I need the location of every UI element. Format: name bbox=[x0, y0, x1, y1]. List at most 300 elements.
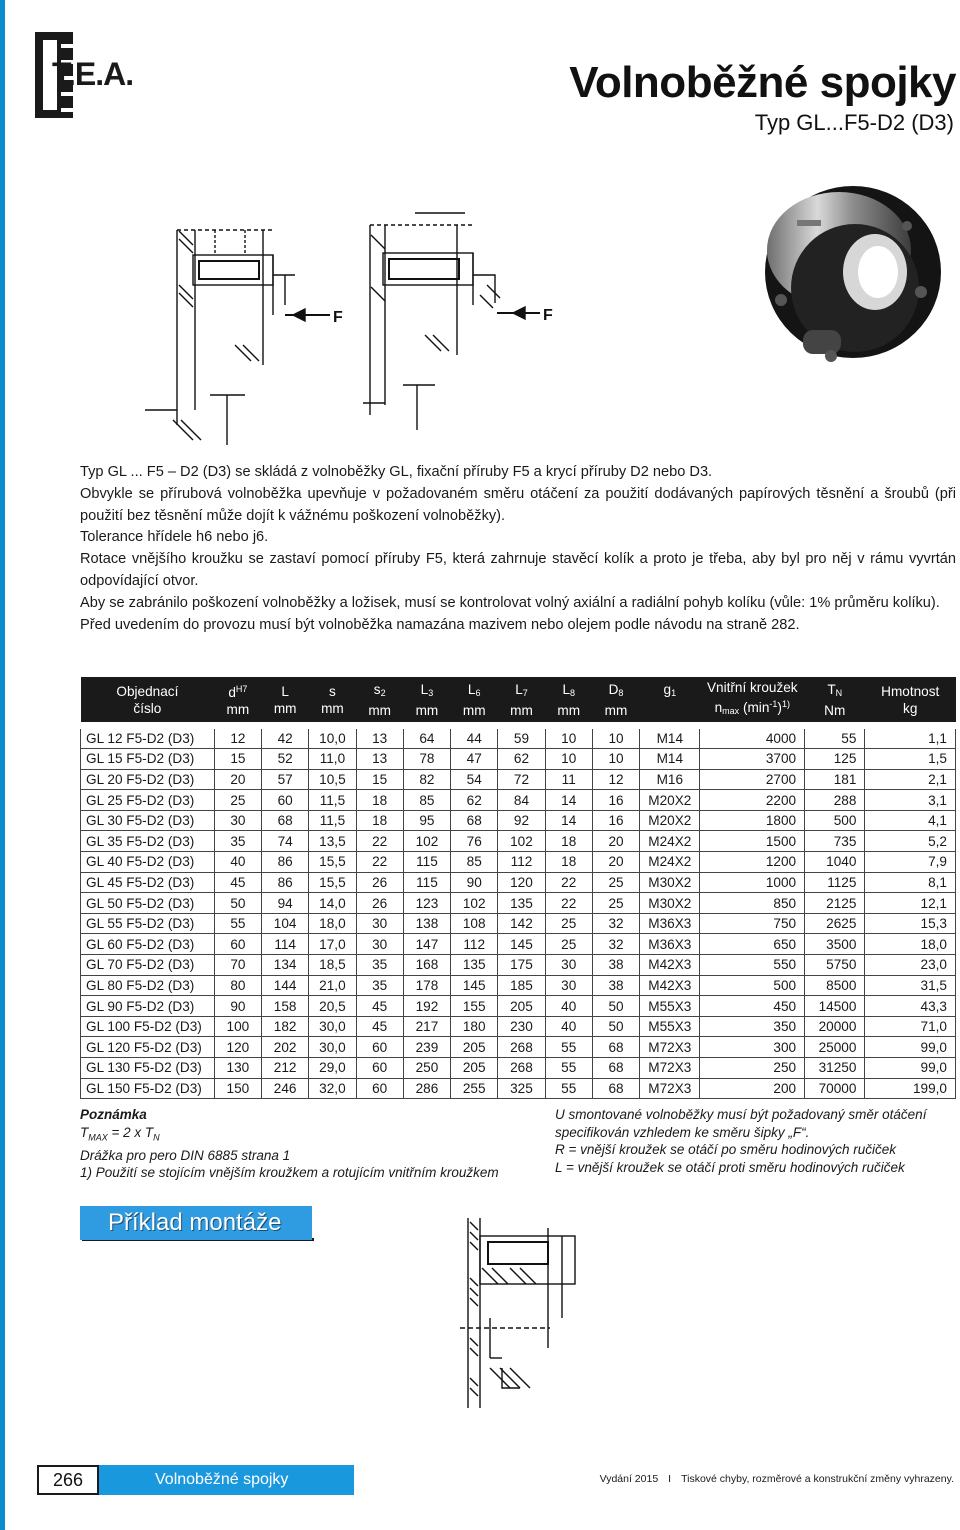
table-cell: 10 bbox=[592, 749, 639, 770]
table-cell: 13 bbox=[356, 749, 403, 770]
example-section-header: Příklad montáže bbox=[80, 1206, 312, 1240]
table-cell: 85 bbox=[451, 852, 498, 873]
table-cell: GL 50 F5-D2 (D3) bbox=[81, 893, 215, 914]
accent-side-bar bbox=[0, 0, 5, 1530]
table-cell: GL 30 F5-D2 (D3) bbox=[81, 810, 215, 831]
table-cell: 30 bbox=[545, 955, 592, 976]
table-cell: 20,5 bbox=[309, 996, 356, 1017]
table-cell: 99,0 bbox=[865, 1058, 956, 1079]
mounting-example-drawing bbox=[430, 1218, 580, 1413]
table-cell: 35 bbox=[214, 831, 261, 852]
table-cell: GL 130 F5-D2 (D3) bbox=[81, 1058, 215, 1079]
table-cell: 12 bbox=[214, 728, 261, 749]
table-cell: 7,9 bbox=[865, 852, 956, 873]
table-cell: 550 bbox=[700, 955, 805, 976]
table-cell: M30X2 bbox=[640, 893, 700, 914]
table-cell: 22 bbox=[356, 831, 403, 852]
table-cell: 68 bbox=[592, 1058, 639, 1079]
table-cell: 14 bbox=[545, 790, 592, 811]
table-cell: 22 bbox=[545, 893, 592, 914]
force-label-right: F bbox=[543, 307, 553, 324]
table-cell: 1,1 bbox=[865, 728, 956, 749]
header-d: $d^{H7}$ mm bbox=[214, 677, 261, 722]
description-paragraph: Aby se zabránilo poškození volnoběžky a ložisek, musí se kontrolovat volný axiální a radiální pohyb kolíku (vůle: 1% průměru kolíku). bbox=[80, 594, 940, 611]
table-cell: GL 60 F5-D2 (D3) bbox=[81, 934, 215, 955]
force-label-left: F bbox=[333, 309, 343, 326]
table-cell: M20X2 bbox=[640, 790, 700, 811]
table-cell: GL 25 F5-D2 (D3) bbox=[81, 790, 215, 811]
table-cell: 115 bbox=[403, 852, 450, 873]
page-subtitle: Typ GL...F5-D2 (D3) bbox=[754, 110, 954, 135]
description-paragraph: Tolerance hřídele h6 nebo j6. bbox=[80, 529, 269, 546]
table-cell: GL 150 F5-D2 (D3) bbox=[81, 1078, 215, 1099]
table-cell: 850 bbox=[700, 893, 805, 914]
table-cell: 205 bbox=[498, 996, 545, 1017]
table-cell: M42X3 bbox=[640, 955, 700, 976]
table-cell: M42X3 bbox=[640, 975, 700, 996]
notes-left bbox=[80, 1106, 550, 1182]
table-cell: 13 bbox=[356, 728, 403, 749]
table-cell: 3,1 bbox=[865, 790, 956, 811]
table-cell: 4,1 bbox=[865, 810, 956, 831]
table-cell: GL 55 F5-D2 (D3) bbox=[81, 913, 215, 934]
table-cell: 20 bbox=[592, 852, 639, 873]
table-cell: 239 bbox=[403, 1037, 450, 1058]
table-cell: 11 bbox=[545, 769, 592, 790]
table-cell: 3700 bbox=[700, 749, 805, 770]
table-cell: 18 bbox=[545, 852, 592, 873]
table-row bbox=[81, 831, 956, 852]
table-cell: 31,5 bbox=[865, 975, 956, 996]
table-cell: 3500 bbox=[805, 934, 865, 955]
note-keyway: Drážka pro pero DIN 6885 strana 1 bbox=[80, 1147, 291, 1163]
table-cell: M55X3 bbox=[640, 996, 700, 1017]
table-cell: 13,5 bbox=[309, 831, 356, 852]
table-row bbox=[81, 728, 956, 749]
table-cell: 30 bbox=[214, 810, 261, 831]
table-cell: 5750 bbox=[805, 955, 865, 976]
table-cell: GL 45 F5-D2 (D3) bbox=[81, 872, 215, 893]
table-cell: 500 bbox=[805, 810, 865, 831]
table-cell: 4000 bbox=[700, 728, 805, 749]
table-cell: 104 bbox=[262, 913, 309, 934]
table-cell: 70 bbox=[214, 955, 261, 976]
table-cell: 145 bbox=[498, 934, 545, 955]
table-cell: 45 bbox=[214, 872, 261, 893]
table-cell: 82 bbox=[403, 769, 450, 790]
table-cell: 68 bbox=[592, 1037, 639, 1058]
table-cell: 45 bbox=[356, 1016, 403, 1037]
table-cell: 76 bbox=[451, 831, 498, 852]
table-cell: 199,0 bbox=[865, 1078, 956, 1099]
table-row bbox=[81, 996, 956, 1017]
table-cell: 64 bbox=[403, 728, 450, 749]
table-cell: 205 bbox=[451, 1058, 498, 1079]
table-cell: 42 bbox=[262, 728, 309, 749]
table-cell: 168 bbox=[403, 955, 450, 976]
table-cell: 202 bbox=[262, 1037, 309, 1058]
table-cell: M20X2 bbox=[640, 810, 700, 831]
table-cell: 112 bbox=[451, 934, 498, 955]
table-cell: GL 70 F5-D2 (D3) bbox=[81, 955, 215, 976]
table-cell: 15 bbox=[356, 769, 403, 790]
table-cell: GL 20 F5-D2 (D3) bbox=[81, 769, 215, 790]
table-cell: 735 bbox=[805, 831, 865, 852]
table-cell: 60 bbox=[214, 934, 261, 955]
product-photo bbox=[735, 180, 945, 380]
table-cell: 30,0 bbox=[309, 1016, 356, 1037]
table-cell: 255 bbox=[451, 1078, 498, 1099]
table-row bbox=[81, 913, 956, 934]
table-cell: 10 bbox=[545, 728, 592, 749]
table-cell: 2700 bbox=[700, 769, 805, 790]
table-cell: 21,0 bbox=[309, 975, 356, 996]
table-cell: 55 bbox=[545, 1058, 592, 1079]
table-cell: M16 bbox=[640, 769, 700, 790]
header-D8: $D_8$ mm bbox=[592, 677, 639, 722]
notes-title: Poznámka bbox=[80, 1107, 147, 1122]
table-cell: 192 bbox=[403, 996, 450, 1017]
table-cell: 115 bbox=[403, 872, 450, 893]
footer-edition: Vydání 2015 bbox=[599, 1473, 659, 1485]
table-cell: 20000 bbox=[805, 1016, 865, 1037]
table-cell: 114 bbox=[262, 934, 309, 955]
table-row bbox=[81, 1078, 956, 1099]
table-cell: 25000 bbox=[805, 1037, 865, 1058]
table-cell: 150 bbox=[214, 1078, 261, 1099]
table-cell: 92 bbox=[498, 810, 545, 831]
table-cell: 43,3 bbox=[865, 996, 956, 1017]
table-cell: 230 bbox=[498, 1016, 545, 1037]
table-cell: 286 bbox=[403, 1078, 450, 1099]
description-paragraph: Před uvedením do provozu musí být volnoběžka namazána mazivem nebo olejem podle návodu na straně 282. bbox=[80, 616, 800, 633]
header-L7: $L_7$ mm bbox=[498, 677, 545, 722]
table-cell: 78 bbox=[403, 749, 450, 770]
table-cell: 85 bbox=[403, 790, 450, 811]
table-cell: 11,5 bbox=[309, 790, 356, 811]
table-cell: 180 bbox=[451, 1016, 498, 1037]
table-cell: 35 bbox=[356, 975, 403, 996]
table-cell: M30X2 bbox=[640, 872, 700, 893]
table-cell: 246 bbox=[262, 1078, 309, 1099]
table-cell: 288 bbox=[805, 790, 865, 811]
table-cell: GL 80 F5-D2 (D3) bbox=[81, 975, 215, 996]
table-cell: 30 bbox=[356, 934, 403, 955]
table-cell: 90 bbox=[451, 872, 498, 893]
table-cell: 38 bbox=[592, 955, 639, 976]
table-cell: 30 bbox=[545, 975, 592, 996]
table-cell: 112 bbox=[498, 852, 545, 873]
table-cell: 18,5 bbox=[309, 955, 356, 976]
table-cell: 142 bbox=[498, 913, 545, 934]
table-cell: GL 40 F5-D2 (D3) bbox=[81, 852, 215, 873]
table-cell: 10,5 bbox=[309, 769, 356, 790]
table-cell: 217 bbox=[403, 1016, 450, 1037]
header-L8: $L_8$ mm bbox=[545, 677, 592, 722]
table-cell: M14 bbox=[640, 728, 700, 749]
note-tmax: $T_{MAX} = 2$ x $T_N$ bbox=[80, 1124, 160, 1143]
table-row bbox=[81, 934, 956, 955]
note-L: L = vnější kroužek se otáčí proti směru hodinových ručiček bbox=[555, 1159, 905, 1175]
header-L3: $L_3$ mm bbox=[403, 677, 450, 722]
table-cell: 120 bbox=[214, 1037, 261, 1058]
table-cell: 25 bbox=[214, 790, 261, 811]
table-cell: 130 bbox=[214, 1058, 261, 1079]
table-cell: 52 bbox=[262, 749, 309, 770]
table-cell: 325 bbox=[498, 1078, 545, 1099]
header-L: L mm bbox=[262, 677, 309, 722]
table-cell: 134 bbox=[262, 955, 309, 976]
table-cell: GL 35 F5-D2 (D3) bbox=[81, 831, 215, 852]
table-cell: 102 bbox=[403, 831, 450, 852]
table-cell: 10 bbox=[592, 728, 639, 749]
table-cell: 1200 bbox=[700, 852, 805, 873]
table-cell: 25 bbox=[545, 913, 592, 934]
table-cell: 29,0 bbox=[309, 1058, 356, 1079]
table-cell: M72X3 bbox=[640, 1078, 700, 1099]
table-cell: 1000 bbox=[700, 872, 805, 893]
table-cell: 158 bbox=[262, 996, 309, 1017]
table-cell: 175 bbox=[498, 955, 545, 976]
table-cell: 350 bbox=[700, 1016, 805, 1037]
table-cell: 145 bbox=[451, 975, 498, 996]
table-cell: 18 bbox=[356, 790, 403, 811]
table-cell: 50 bbox=[214, 893, 261, 914]
table-cell: M14 bbox=[640, 749, 700, 770]
table-cell: GL 12 F5-D2 (D3) bbox=[81, 728, 215, 749]
table-cell: 35 bbox=[356, 955, 403, 976]
table-cell: 2200 bbox=[700, 790, 805, 811]
table-cell: 11,5 bbox=[309, 810, 356, 831]
table-cell: 450 bbox=[700, 996, 805, 1017]
table-cell: 50 bbox=[592, 996, 639, 1017]
header-g1: $g_1$ bbox=[640, 677, 700, 722]
table-cell: 138 bbox=[403, 913, 450, 934]
table-cell: 135 bbox=[498, 893, 545, 914]
table-cell: 72 bbox=[498, 769, 545, 790]
table-cell: 30,0 bbox=[309, 1037, 356, 1058]
table-cell: 1,5 bbox=[865, 749, 956, 770]
table-cell: 80 bbox=[214, 975, 261, 996]
table-cell: 12 bbox=[592, 769, 639, 790]
table-cell: 54 bbox=[451, 769, 498, 790]
table-cell: 55 bbox=[805, 728, 865, 749]
table-cell: 125 bbox=[805, 749, 865, 770]
table-cell: 74 bbox=[262, 831, 309, 852]
table-cell: 650 bbox=[700, 934, 805, 955]
description-paragraph: Obvykle se přírubová volnoběžka upevňuje v požadovaném směru otáčení za použití dodávaných papírových těsnění a šroubů (při použití bez těsnění může dojít k vážnému poškození volnoběžky). bbox=[80, 485, 956, 524]
table-cell: 94 bbox=[262, 893, 309, 914]
table-cell: 182 bbox=[262, 1016, 309, 1037]
logo-text: T.E.A. bbox=[52, 56, 134, 92]
table-cell: 18 bbox=[356, 810, 403, 831]
table-cell: 47 bbox=[451, 749, 498, 770]
table-row bbox=[81, 769, 956, 790]
table-cell: 135 bbox=[451, 955, 498, 976]
table-cell: 55 bbox=[545, 1078, 592, 1099]
table-cell: 55 bbox=[214, 913, 261, 934]
table-row bbox=[81, 872, 956, 893]
table-cell: 15,5 bbox=[309, 872, 356, 893]
table-row bbox=[81, 1058, 956, 1079]
table-cell: 22 bbox=[356, 852, 403, 873]
table-cell: M36X3 bbox=[640, 913, 700, 934]
table-row bbox=[81, 790, 956, 811]
header-s2: $s_2$ mm bbox=[356, 677, 403, 722]
technical-drawings bbox=[135, 195, 575, 460]
table-cell: 102 bbox=[451, 893, 498, 914]
table-cell: 15 bbox=[214, 749, 261, 770]
table-cell: 12,1 bbox=[865, 893, 956, 914]
table-cell: 16 bbox=[592, 810, 639, 831]
table-cell: 18,0 bbox=[309, 913, 356, 934]
table-cell: 32 bbox=[592, 913, 639, 934]
header-TN: $T_N$ Nm bbox=[805, 677, 865, 722]
table-cell: 8,1 bbox=[865, 872, 956, 893]
table-cell: 10,0 bbox=[309, 728, 356, 749]
description-paragraph: Rotace vnějšího kroužku se zastaví pomocí příruby F5, která zahrnuje stavěcí kolík a proto je třeba, aby byl pro něj v rámu vyvrtán odpovídající otvor. bbox=[80, 551, 956, 589]
notes-right bbox=[555, 1106, 955, 1176]
table-cell: 178 bbox=[403, 975, 450, 996]
table-cell: GL 100 F5-D2 (D3) bbox=[81, 1016, 215, 1037]
table-cell: 45 bbox=[356, 996, 403, 1017]
table-cell: 155 bbox=[451, 996, 498, 1017]
table-cell: 57 bbox=[262, 769, 309, 790]
table-cell: 268 bbox=[498, 1037, 545, 1058]
table-cell: 50 bbox=[592, 1016, 639, 1037]
table-cell: 40 bbox=[545, 996, 592, 1017]
table-cell: 2625 bbox=[805, 913, 865, 934]
table-cell: 100 bbox=[214, 1016, 261, 1037]
table-cell: 123 bbox=[403, 893, 450, 914]
table-cell: 1125 bbox=[805, 872, 865, 893]
table-cell: 14,0 bbox=[309, 893, 356, 914]
table-cell: 14 bbox=[545, 810, 592, 831]
table-cell: 250 bbox=[700, 1058, 805, 1079]
table-cell: 25 bbox=[545, 934, 592, 955]
table-cell: GL 15 F5-D2 (D3) bbox=[81, 749, 215, 770]
table-cell: 68 bbox=[592, 1078, 639, 1099]
note-footnote: 1) Použití se stojícím vnějším kroužkem a rotujícím vnitřním kroužkem bbox=[80, 1165, 499, 1181]
table-cell: 20 bbox=[592, 831, 639, 852]
table-cell: GL 120 F5-D2 (D3) bbox=[81, 1037, 215, 1058]
table-cell: 102 bbox=[498, 831, 545, 852]
table-cell: 750 bbox=[700, 913, 805, 934]
table-cell: 55 bbox=[545, 1037, 592, 1058]
table-cell: 108 bbox=[451, 913, 498, 934]
table-row bbox=[81, 975, 956, 996]
page-title: Volnoběžné spojky bbox=[569, 58, 956, 107]
table-cell: GL 90 F5-D2 (D3) bbox=[81, 996, 215, 1017]
table-cell: 38 bbox=[592, 975, 639, 996]
table-header-row bbox=[81, 677, 956, 722]
table-cell: 40 bbox=[545, 1016, 592, 1037]
table-row bbox=[81, 955, 956, 976]
table-cell: 22 bbox=[545, 872, 592, 893]
table-cell: 99,0 bbox=[865, 1037, 956, 1058]
table-cell: 300 bbox=[700, 1037, 805, 1058]
header-inner-ring-speed: Vnitřní kroužek $n_{max}$ $(\min^{-1})^{1)}$ bbox=[700, 677, 805, 722]
table-cell: 95 bbox=[403, 810, 450, 831]
note-R: R = vnější kroužek se otáčí po směru hodinových ručiček bbox=[555, 1142, 897, 1157]
table-cell: 86 bbox=[262, 852, 309, 873]
table-cell: M55X3 bbox=[640, 1016, 700, 1037]
footer-disclaimer-text: Tiskové chyby, rozměrové a konstrukční změny vyhrazeny. bbox=[681, 1473, 954, 1485]
table-cell: 212 bbox=[262, 1058, 309, 1079]
table-cell: 25 bbox=[592, 893, 639, 914]
table-row bbox=[81, 852, 956, 873]
table-cell: 250 bbox=[403, 1058, 450, 1079]
table-cell: 60 bbox=[356, 1078, 403, 1099]
table-cell: M72X3 bbox=[640, 1037, 700, 1058]
table-cell: M24X2 bbox=[640, 852, 700, 873]
table-row bbox=[81, 1016, 956, 1037]
table-row bbox=[81, 810, 956, 831]
table-cell: 144 bbox=[262, 975, 309, 996]
table-cell: 2125 bbox=[805, 893, 865, 914]
table-cell: 60 bbox=[356, 1037, 403, 1058]
table-cell: 68 bbox=[262, 810, 309, 831]
table-cell: 147 bbox=[403, 934, 450, 955]
table-cell: 62 bbox=[498, 749, 545, 770]
table-cell: 15,5 bbox=[309, 852, 356, 873]
table-cell: 14500 bbox=[805, 996, 865, 1017]
table-cell: 86 bbox=[262, 872, 309, 893]
header-order-number: Objednací číslo bbox=[81, 677, 215, 722]
table-cell: M36X3 bbox=[640, 934, 700, 955]
table-cell: 18,0 bbox=[865, 934, 956, 955]
table-cell: 11,0 bbox=[309, 749, 356, 770]
table-cell: 8500 bbox=[805, 975, 865, 996]
table-cell: 59 bbox=[498, 728, 545, 749]
note-direction: U smontované volnoběžky musí být požadovaný směr otáčení specifikován vzhledem ke směru šipky „F“. bbox=[555, 1107, 927, 1140]
table-cell: 44 bbox=[451, 728, 498, 749]
table-cell: 185 bbox=[498, 975, 545, 996]
table-cell: 32,0 bbox=[309, 1078, 356, 1099]
table-cell: 26 bbox=[356, 893, 403, 914]
table-cell: 200 bbox=[700, 1078, 805, 1099]
table-cell: M24X2 bbox=[640, 831, 700, 852]
table-cell: 205 bbox=[451, 1037, 498, 1058]
table-cell: 90 bbox=[214, 996, 261, 1017]
table-cell: 31250 bbox=[805, 1058, 865, 1079]
table-cell: 26 bbox=[356, 872, 403, 893]
table-cell: 15,3 bbox=[865, 913, 956, 934]
table-body bbox=[81, 728, 956, 1099]
footer-separator: I bbox=[668, 1473, 672, 1485]
table-cell: 1500 bbox=[700, 831, 805, 852]
header-mass: Hmotnost kg bbox=[865, 677, 956, 722]
table-cell: 1800 bbox=[700, 810, 805, 831]
table-cell: 5,2 bbox=[865, 831, 956, 852]
table-cell: 16 bbox=[592, 790, 639, 811]
table-cell: 62 bbox=[451, 790, 498, 811]
description-paragraph: Typ GL ... F5 – D2 (D3) se skládá z volnoběžky GL, fixační příruby F5 a krycí příruby D2 nebo D3. bbox=[80, 464, 713, 480]
table-cell: 70000 bbox=[805, 1078, 865, 1099]
page-number: 266 bbox=[37, 1465, 99, 1495]
table-cell: 500 bbox=[700, 975, 805, 996]
table-row bbox=[81, 893, 956, 914]
header-L6: $L_6$ mm bbox=[451, 677, 498, 722]
table-cell: 20 bbox=[214, 769, 261, 790]
footer-disclaimer bbox=[600, 1473, 954, 1485]
footer-section-label: Volnoběžné spojky bbox=[99, 1465, 354, 1495]
table-cell: 25 bbox=[592, 872, 639, 893]
table-cell: 32 bbox=[592, 934, 639, 955]
table-cell: 40 bbox=[214, 852, 261, 873]
header-s: s mm bbox=[309, 677, 356, 722]
table-cell: 30 bbox=[356, 913, 403, 934]
